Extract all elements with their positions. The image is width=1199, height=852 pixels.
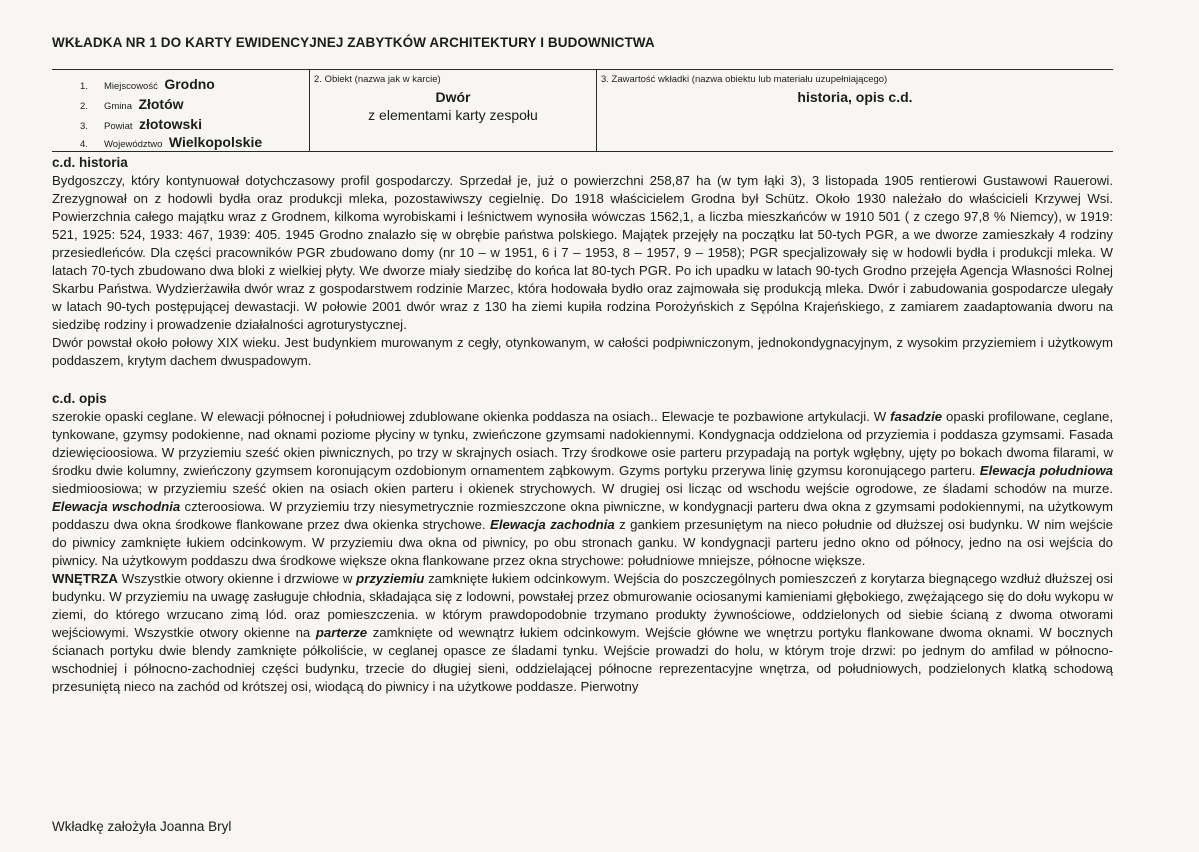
object-name: Dwór bbox=[435, 89, 471, 105]
historia-paragraph-1: Bydgoszczy, który kontynuował dotychczasowy profil gospodarczy. Sprzedał je, już o powierzchni 258,87 ha (w tym łąki 3), 3 listopada 1905 rentierowi Gustawowi Rauerowi. Zrezygnował on z hodowli bydła oraz produkcji mleka, pozostawiwszy cegielnię. Do 1918 właścicielem Grodna był Schütz. Około 1930 należało do właścicieli Krzywej Wsi. Powierzchnia całego majątku wraz z Grodnem, kilkoma wyrobiskami i leśnictwem wynosiła wówczas 1562,1, a liczba mieszkańców w 1910 501 ( z czego 97,8 % Niemcy), w 1919: 521, 1925: 524, 1933: 467, 1939: 405. 1945 Grodno znalazło się w obrębie państwa polskiego. Majątek przejęły na początku lat 50-tych PGR, a we dworze zamieszkały 4 rodziny przesiedleńców. Dla części pracowników PGR zbudowano domy (nr 10 – w 1951, 6 i 7 – 1953, 8 – 1957, 9 – 1958); PGR specjalizowały się w hodowli bydła i produkcji mleka. W latach 70-tych zbudowano dwa bloki z wielkiej płyty. We dworze miały siedzibę do końca lat 80-tych PGR. Po ich upadku w latach 90-tych Grodno przejęła Agencja Własności Rolnej Skarbu Państwa. Wydzierżawiła dwór wraz z gospodarstwem rodzinie Marzec, która hodowała bydło oraz zajmowała się produkcją mleka. Dwór i zabudowania gospodarcze ulegały w latach 90-tych postępującej dewastacji. W połowie 2001 dwór wraz z 130 ha ziemi kupiła rodzina Porożyńskich z Sępólna Krajeńskiego, z zamiarem zaadaptowania dworu na siedzibę rodziny i prowadzenie działalności agroturystycznej. bbox=[52, 173, 1113, 332]
opis-keyword: Elewacja wschodnia bbox=[52, 499, 181, 514]
historia-heading: c.d. historia bbox=[52, 155, 128, 170]
location-label: Powiat bbox=[104, 121, 133, 132]
footer-author: Wkładkę założyła Joanna Bryl bbox=[52, 819, 232, 834]
opis-keyword: Elewacja zachodnia bbox=[490, 517, 615, 532]
location-value: Złotów bbox=[138, 96, 184, 112]
opis-heading: c.d. opis bbox=[52, 391, 107, 406]
wnetrza-heading: WNĘTRZA bbox=[52, 571, 118, 586]
location-row-commune bbox=[80, 96, 184, 114]
location-num: 1. bbox=[80, 81, 88, 92]
historia-paragraph-2: Dwór powstał około połowy XIX wieku. Jest budynkiem murowanym z cegły, otynkowanym, w całości podpiwniczonym, jednokondygnacyjnym, z wysokim przyziemiem i użytkowym poddaszem, krytym dachem dwuspadowym. bbox=[52, 335, 1113, 368]
location-value: Grodno bbox=[164, 76, 215, 92]
location-row-county bbox=[80, 116, 202, 134]
opis-paragraph bbox=[52, 408, 1113, 570]
opis-text: siedmioosiowa; w przyziemiu sześć okien na osiach okien parteru i okienek strychowych. W drugiej osi licząc od wschodu wejście ogrodowe, ze śladami schodów na murze. bbox=[52, 481, 1113, 496]
wnetrza-keyword: przyziemiu bbox=[356, 571, 425, 586]
header-table bbox=[52, 69, 1113, 152]
body-text bbox=[52, 154, 1113, 696]
content-label: 3. Zawartość wkładki (nazwa obiektu lub materiału uzupełniającego) bbox=[601, 74, 888, 85]
location-value: Wielkopolskie bbox=[168, 134, 263, 150]
location-num: 2. bbox=[80, 101, 88, 112]
opis-text: opaski profilowane, ceglane, tynkowane, gzymsy podokienne, nad oknami poziome płyciny w tynku, zwieńczone gzymsami nadokiennymi. Kondygnacja oddzielona od przyziemia i poddasza gzymsami. Fasada dziewięcioosiowa. W przyziemiu sześć okien piwnicznych, po trzy w skrajnych osiach. Trzy środkowe osie parteru przypadają na portyk wgłębny, ujęty po bokach dwoma filarami, w środku dwie kolumny, zwieńczony gzymsem koronującym ozdobionym ornamentem ząbkowym. Gzyms portyku przerywa linię gzymsu koronującego parteru. bbox=[52, 409, 1113, 478]
opis-text: z gankiem przesuniętym na nieco południe od dłuższej osi budynku. W nim wejście do piwnicy zamknięte łukiem odcinkowym. W przyziemiu dwa okna od piwnicy, po obu stronach ganku. W kondygnacji parteru jedno okno od północy, jedno na osi wejścia do piwnicy. Na użytkowym poddaszu dwa środkowe większe okna flankowane przez okna strychowe: południowe mniejsze, północne większe. bbox=[52, 517, 1113, 568]
opis-keyword: fasadzie bbox=[890, 409, 943, 424]
header-top-rule bbox=[52, 69, 1113, 70]
location-label: Gmina bbox=[104, 101, 132, 112]
opis-keyword: Elewacja południowa bbox=[979, 463, 1113, 478]
header-divider-2 bbox=[596, 69, 597, 152]
wnetrza-text: Wszystkie otwory okienne i drzwiowe w bbox=[117, 571, 357, 586]
location-label: Miejscowość bbox=[104, 81, 158, 92]
content-value: historia, opis c.d. bbox=[797, 89, 913, 105]
section-gap bbox=[52, 370, 1113, 390]
object-subtitle: z elementami karty zespołu bbox=[368, 107, 538, 123]
document-title: WKŁADKA NR 1 DO KARTY EWIDENCYJNEJ ZABYTKÓW ARCHITEKTURY I BUDOWNICTWA bbox=[52, 35, 655, 50]
location-num: 4. bbox=[80, 139, 88, 150]
object-label: 2. Obiekt (nazwa jak w karcie) bbox=[314, 74, 441, 85]
location-value: złotowski bbox=[138, 116, 202, 132]
wnetrza-text: zamknięte łukiem odcinkowym. Wejścia do poszczególnych pomieszczeń z korytarza biegnącego wzdłuż dłuższej osi budynku. W przyziemiu na uwagę zasługuje chłodnia, składająca się z lodowni, powstałej przez obmurowanie ociosanymi kamieniami głębokiego, zwężającego się do dołu wykopu w ziemi, do którego wrzucano zimą lód. oraz pomieszczenia. w którym prawdopodobnie trzymano produkty żywnościowe, oddzielonych od siebie ścianą z dwoma otworami wejściowymi. Wszystkie otwory okienne na bbox=[52, 571, 1113, 640]
location-num: 3. bbox=[80, 121, 88, 132]
wnetrza-text: zamknięte od wewnątrz łukiem odcinkowym. Wejście główne we wnętrzu portyku flankowane dwoma oknami. W bocznych ścianach portyku dwie blendy zamknięte półkoliście, w ceglanej opasce ze śladami tynku. Wejście prowadzi do holu, w którym troje drzwi: po jednym do amfilad w północno-wschodniej i północno-zachodniej części budynku, trzecie do długiej sieni, oddzielającej północne reprezentacyjne wnętrza, od południowych, podzielonych klatką schodową przesuniętą nieco na zachód od krótszej osi, wiodącą do piwnicy i na użytkowe poddasze. Pierwotny bbox=[52, 625, 1113, 694]
location-row-voivodeship bbox=[80, 134, 262, 152]
location-row-town bbox=[80, 76, 215, 94]
opis-text: szerokie opaski ceglane. W elewacji północnej i południowej zdublowane okienka poddasza na osiach.. Elewacje te pozbawione artykulacji. W bbox=[52, 409, 891, 424]
location-label: Województwo bbox=[104, 139, 163, 150]
wnetrza-paragraph bbox=[52, 570, 1113, 696]
wnetrza-keyword: parterze bbox=[315, 625, 368, 640]
opis-text: czteroosiowa. W przyziemiu trzy niesymetrycznie rozmieszczone okna piwniczne, w kondygnacji parteru dwa okna z gzymsami podokiennymi, na użytkowym poddaszu dwa okna środkowe flankowane przez dwa okienka strychowe. bbox=[52, 499, 1113, 532]
